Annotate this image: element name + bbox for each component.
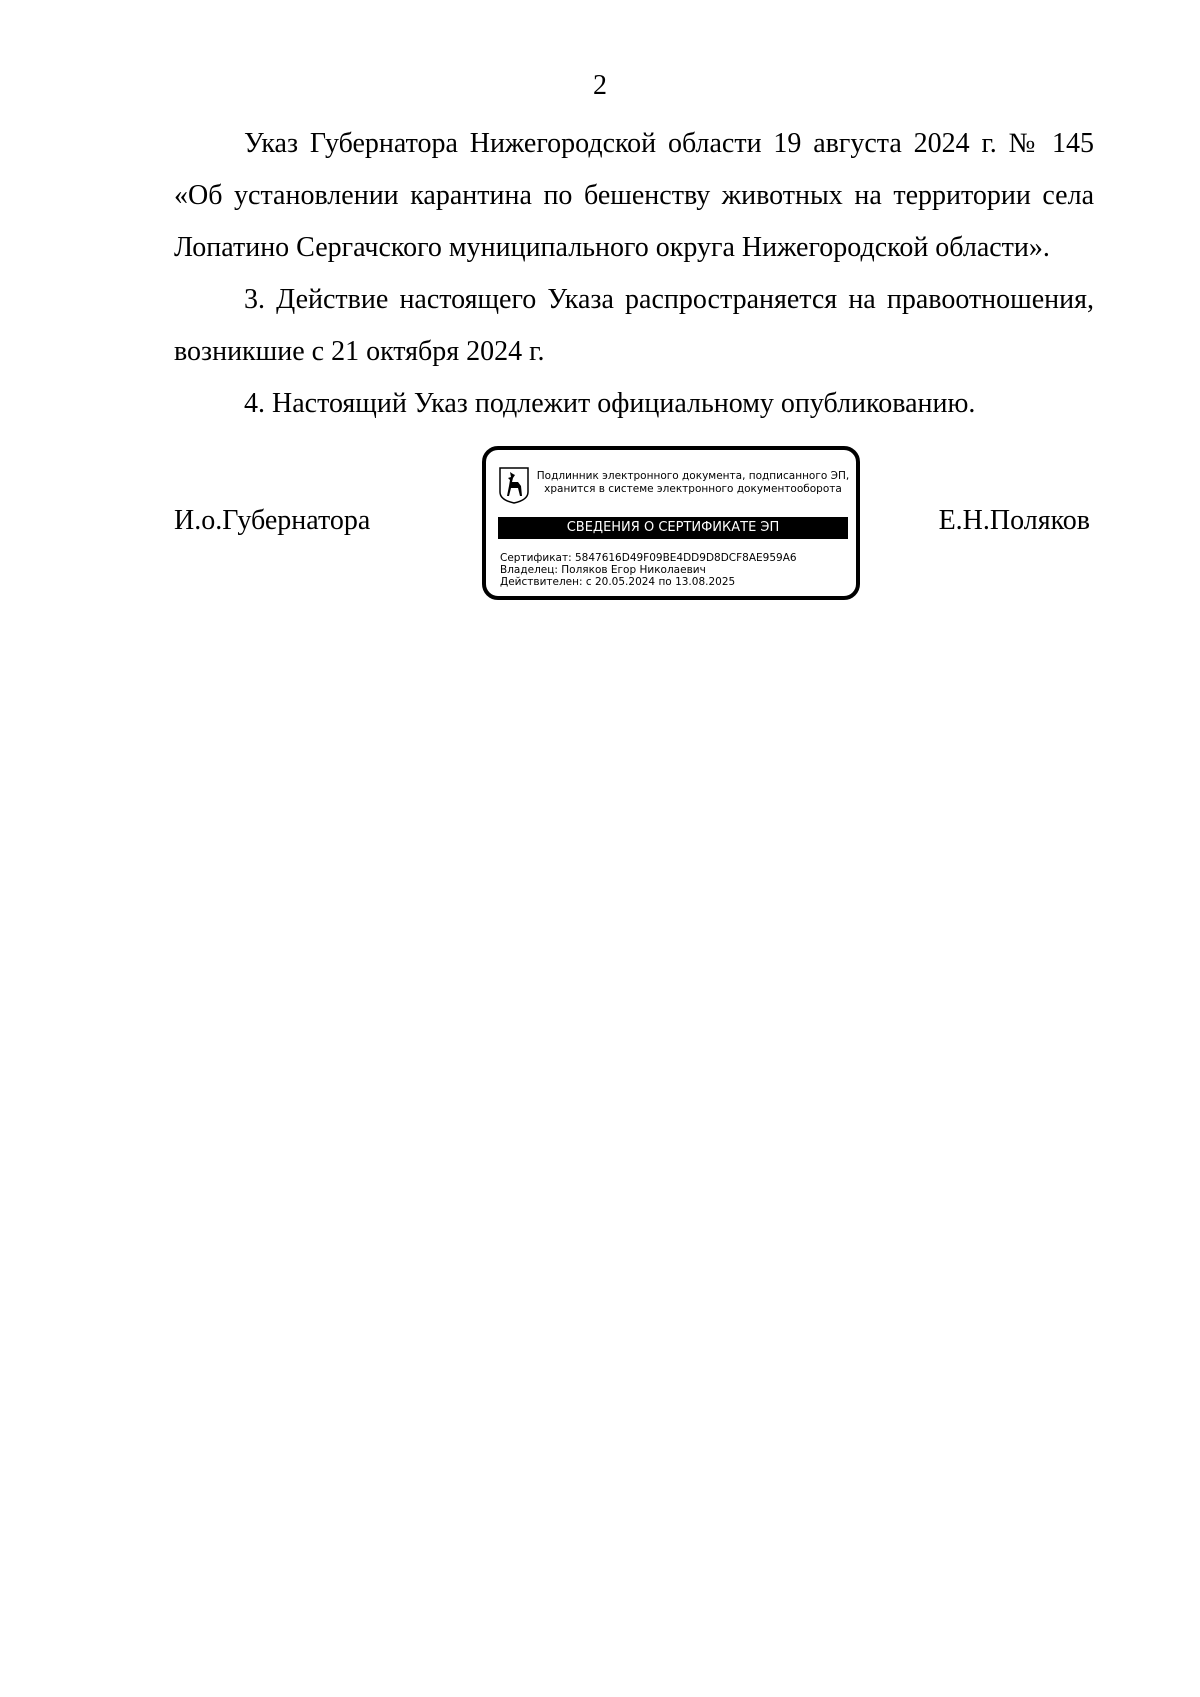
stamp-header-line: хранится в системе электронного документооборота	[544, 483, 842, 495]
certificate-validity: Действителен: с 20.05.2024 по 13.08.2025	[500, 576, 736, 588]
electronic-signature-stamp	[482, 446, 860, 600]
stamp-title: СВЕДЕНИЯ О СЕРТИФИКАТЕ ЭП	[498, 517, 848, 539]
signatory-name: Е.Н.Поляков	[938, 505, 1090, 536]
stamp-info	[500, 552, 797, 588]
document-body	[174, 118, 1094, 430]
paragraph: 3. Действие настоящего Указа распространяется на правоотношения, возникшие с 21 октября 2024 г.	[174, 284, 1094, 367]
page-number: 2	[593, 70, 607, 101]
stamp-header-line: Подлинник электронного документа, подписанного ЭП,	[536, 470, 850, 482]
signatory-position: И.о.Губернатора	[174, 505, 371, 536]
paragraph: 4. Настоящий Указ подлежит официальному опубликованию.	[244, 388, 976, 419]
stamp-header	[534, 470, 852, 496]
paragraph: Указ Губернатора Нижегородской области 19 августа 2024 г. № 145 «Об установлении карантина по бешенству животных на территории села Лопатино Сергачского муниципального округа Нижегородской области».	[174, 128, 1094, 263]
certificate-owner: Владелец: Поляков Егор Николаевич	[500, 564, 706, 576]
coat-of-arms-icon	[498, 466, 530, 504]
certificate-number: Сертификат: 5847616D49F09BE4DD9D8DCF8AE959A6	[500, 552, 797, 564]
